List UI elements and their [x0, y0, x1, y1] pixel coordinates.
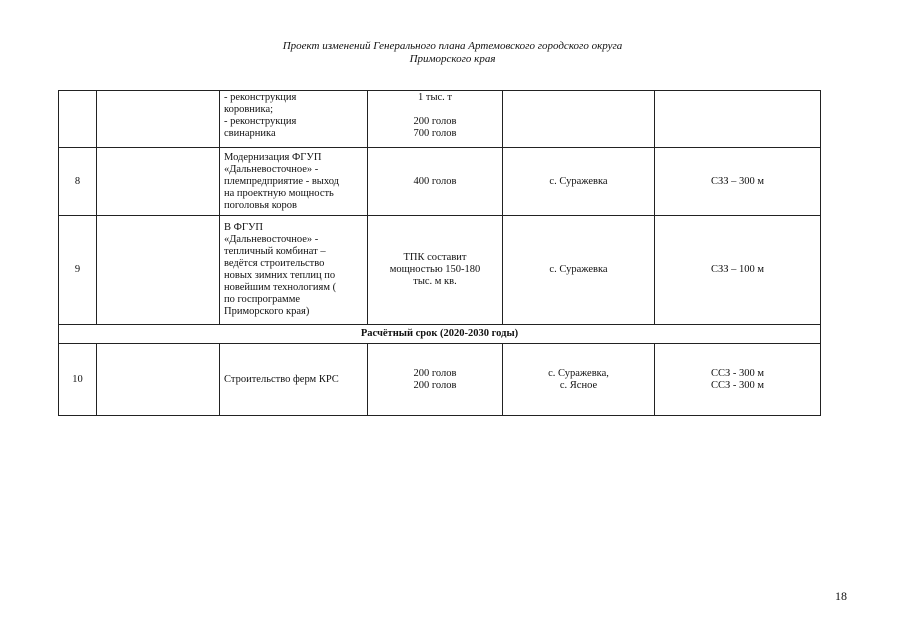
cell-description [220, 148, 368, 216]
cell-text: Приморского края) [224, 306, 310, 317]
cell-text: на проектную мощность [224, 187, 334, 199]
section-title: Расчётный срок (2020-2030 годы) [59, 325, 821, 344]
table-row [59, 148, 821, 216]
table-row [59, 216, 821, 325]
header-line-1: Проект изменений Генерального плана Артемовского городского округа [282, 40, 623, 52]
cell-capacity [368, 216, 503, 325]
cell-text: 200 голов [413, 367, 457, 379]
cell-text: 1 тыс. т [417, 92, 453, 103]
cell-text: ведётся строительство [224, 258, 325, 269]
table-row-continued [59, 91, 821, 148]
page-number: 18 [835, 589, 847, 603]
cell-num: 8 [59, 148, 97, 216]
cell-empty [97, 344, 220, 416]
cell-text: коровника; [224, 104, 274, 115]
cell-text: с. Ясное [559, 379, 598, 391]
document-header [0, 40, 905, 66]
cell-text: тыс. м кв. [413, 276, 457, 287]
cell-text: новых зимних теплиц по [224, 270, 336, 281]
cell-zone: СЗЗ – 100 м [655, 216, 821, 325]
cell-num: 9 [59, 216, 97, 325]
cell-location: с. Суражевка [503, 216, 655, 325]
cell-num [59, 91, 97, 148]
cell-text: Модернизация ФГУП [224, 151, 322, 163]
cell-text: с. Суражевка, [548, 367, 609, 379]
cell-capacity: 400 голов [368, 148, 503, 216]
header-line-2: Приморского края [409, 53, 496, 65]
cell-capacity [368, 91, 503, 148]
cell-text: ССЗ - 300 м [710, 367, 765, 379]
cell-text: «Дальневосточное» - [224, 163, 319, 175]
cell-location: с. Суражевка [503, 148, 655, 216]
cell-text: свинарника [224, 128, 276, 139]
cell-empty [97, 148, 220, 216]
cell-location [503, 344, 655, 416]
cell-zone [655, 91, 821, 148]
cell-text: В ФГУП [224, 222, 264, 233]
cell-text: тепличный комбинат – [224, 246, 326, 257]
cell-empty [97, 216, 220, 325]
cell-text: 200 голов [413, 379, 457, 391]
cell-zone [655, 344, 821, 416]
section-header-row [59, 325, 821, 344]
cell-text: - реконструкция [224, 92, 297, 103]
cell-text: «Дальневосточное» - [224, 234, 319, 245]
cell-empty [97, 91, 220, 148]
cell-text: 200 голов [413, 116, 457, 127]
cell-location [503, 91, 655, 148]
cell-text: ТПК составит [403, 252, 467, 263]
cell-text: по госпрограмме [224, 294, 300, 305]
cell-zone: СЗЗ – 300 м [655, 148, 821, 216]
cell-capacity [368, 344, 503, 416]
cell-text: - реконструкция [224, 116, 297, 127]
table-row [59, 344, 821, 416]
cell-text: 700 голов [413, 128, 457, 139]
cell-description: Строительство ферм КРС [220, 344, 368, 416]
data-table [58, 90, 821, 416]
cell-text: новейшим технологиям ( [224, 282, 337, 293]
cell-text: ССЗ - 300 м [710, 379, 765, 391]
cell-text: мощностью 150-180 [389, 264, 481, 275]
cell-description [220, 91, 368, 148]
cell-description [220, 216, 368, 325]
cell-text: племпредприятие - выход [224, 175, 339, 187]
cell-num: 10 [59, 344, 97, 416]
cell-text: поголовья коров [224, 199, 297, 211]
